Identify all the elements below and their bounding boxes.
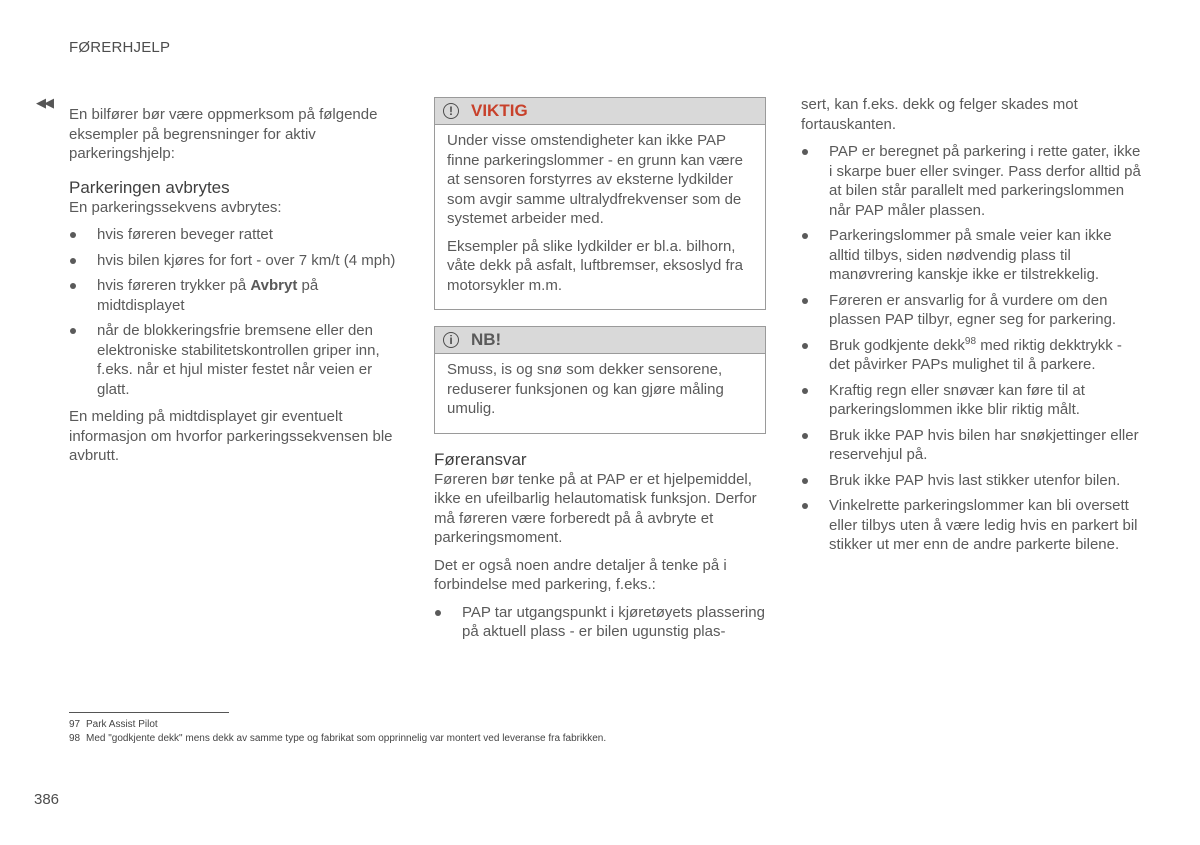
list-item-text: Føreren er ansvarlig for å vurdere om den plassen PAP tilbyr, egner seg for parkering.	[829, 291, 1117, 328]
list-item	[801, 426, 1141, 465]
warning-box-header	[435, 98, 765, 125]
note-box	[434, 326, 766, 434]
list-item-text: Bruk ikke PAP hvis last stikker utenfor bilen.	[829, 471, 1121, 489]
column-2	[434, 97, 766, 650]
list-item-text: når de blokkeringsfrie bremsene eller den elektroniske stabilitetskontrollen griper inn, f.eks. når et hjul mister festet når veien er glatt.	[97, 322, 380, 398]
warning-paragraph-2: Eksempler på slike lydkilder er bl.a. bilhorn, våte dekk på asfalt, luftbremser, eksoslyd fra motorsykler m.m.	[447, 237, 743, 294]
list-item-text: PAP er beregnet på parkering i rette gater, ikke i skarpe buer eller svinger. Pass derfor alltid på at bilen står parallelt med parkeringslommen når PAP måler plassen.	[829, 143, 1141, 219]
column-3	[801, 95, 1141, 563]
footnote-ref: 98	[964, 335, 977, 347]
bullet-icon	[70, 232, 76, 238]
list-item	[69, 251, 399, 271]
list-item-text: Parkeringslommer på smale veier kan ikke alltid tilbys, siden nødvendig plass til manøvrering kanskje ikke er tilstrekkelig.	[829, 227, 1112, 283]
continued-icon: ◀◀	[36, 95, 52, 110]
list-item	[801, 496, 1141, 555]
list-item	[801, 142, 1141, 220]
bullet-icon	[802, 149, 808, 155]
list-item-text-before: hvis føreren trykker på	[97, 277, 251, 294]
list-item	[801, 381, 1141, 420]
list-item	[434, 603, 766, 642]
list-item-text: Bruk ikke PAP hvis bilen har snøkjettinger eller reservehjul på.	[829, 426, 1139, 463]
bullet-icon	[802, 343, 808, 349]
warning-box	[434, 97, 766, 310]
list-item	[69, 276, 399, 315]
intro-paragraph: En bilfører bør være oppmerksom på følgende eksempler på begrensninger for aktiv parkeringshjelp:	[69, 106, 378, 162]
list-item	[69, 321, 399, 399]
footnote-98	[69, 732, 606, 746]
footnote-number: 98	[69, 733, 81, 744]
abort-conditions-list	[69, 225, 399, 399]
list-item	[801, 226, 1141, 285]
bullet-icon	[70, 328, 76, 334]
warning-title: VIKTIG	[471, 101, 528, 121]
bullet-icon	[802, 388, 808, 394]
section-header: FØRERHJELP	[69, 39, 171, 56]
bullet-icon	[802, 478, 808, 484]
bullet-icon	[70, 283, 76, 289]
list-item-text-after: på midtdisplayet	[97, 277, 319, 314]
footnote-text: Med "godkjente dekk" mens dekk av samme type og fabrikat som opprinnelig var montert ved leveranse fra fabrikken.	[86, 733, 607, 744]
list-item-text: PAP tar utgangspunkt i kjøretøyets plassering på aktuell plass - er bilen ugunstig plas-	[462, 603, 765, 640]
footnotes	[69, 718, 606, 746]
heading-parkering-avbrytes: Parkeringen avbrytes	[69, 177, 230, 197]
list-item-text-before: Bruk godkjente dekk	[829, 336, 965, 354]
page-number: 386	[34, 791, 60, 808]
continuation-text: sert, kan f.eks. dekk og felger skades mot fortauskanten.	[801, 96, 1078, 133]
column-1	[69, 105, 399, 474]
bullet-icon	[70, 258, 76, 264]
note-box-body	[435, 354, 765, 433]
footnote-text: Park Assist Pilot	[86, 719, 158, 730]
bullet-icon	[802, 233, 808, 239]
warning-box-body	[435, 125, 765, 309]
parking-details-list	[434, 603, 766, 642]
list-item	[801, 336, 1141, 375]
outro-paragraph: En melding på midtdisplayet gir eventuelt informasjon om hvorfor parkeringssekvensen ble avbrutt.	[69, 408, 393, 464]
bullet-icon	[802, 503, 808, 509]
list-item	[801, 291, 1141, 330]
footnote-number: 97	[69, 719, 81, 730]
footnote-divider	[69, 712, 229, 713]
parking-details-list-continued	[801, 142, 1141, 555]
exclamation-circle-icon: !	[443, 103, 459, 119]
note-paragraph: Smuss, is og snø som dekker sensorene, reduserer funksjonen og kan gjøre måling umulig.	[447, 361, 724, 417]
list-item-text: Vinkelrette parkeringslommer kan bli oversett eller tilbys uten å være ledig hvis en parkert bil stikker ut mer enn de andre parkerte bilene.	[829, 497, 1138, 553]
list-item-text: hvis føreren beveger rattet	[97, 226, 273, 243]
bullet-icon	[435, 610, 441, 616]
lead-paragraph: En parkeringssekvens avbrytes:	[69, 198, 282, 216]
list-item-text: Kraftig regn eller snøvær kan føre til at parkeringslommen ikke blir riktig målt.	[829, 381, 1085, 418]
list-item	[69, 225, 399, 245]
note-box-header	[435, 327, 765, 354]
responsibility-paragraph-1: Føreren bør tenke på at PAP er et hjelpemiddel, ikke en ufeilbarlig helautomatisk funksjon. Derfor må føreren være forberedt på å avbryte et parkeringsmoment.	[434, 470, 757, 546]
info-circle-icon: i	[443, 332, 459, 348]
list-item	[801, 471, 1141, 491]
warning-paragraph-1: Under visse omstendigheter kan ikke PAP finne parkeringslommer - en grunn kan være at sensoren forstyrres av eksterne lydkilder som avgir samme ultralydfrekvenser som de systemet arbeider med.	[447, 132, 743, 227]
footnote-97	[69, 718, 606, 732]
note-title: NB!	[471, 330, 502, 350]
responsibility-paragraph-2: Det er også noen andre detaljer å tenke på i forbindelse med parkering, f.eks.:	[434, 556, 727, 593]
heading-foreransvar: Føreransvar	[434, 449, 527, 469]
bullet-icon	[802, 298, 808, 304]
list-item-text: hvis bilen kjøres for fort - over 7 km/t (4 mph)	[97, 251, 396, 269]
list-item-text-after: med riktig dekktrykk - det påvirker PAPs mulighet til å parkere.	[829, 336, 1122, 373]
avbryt-term: Avbryt	[250, 277, 298, 294]
bullet-icon	[802, 433, 808, 439]
